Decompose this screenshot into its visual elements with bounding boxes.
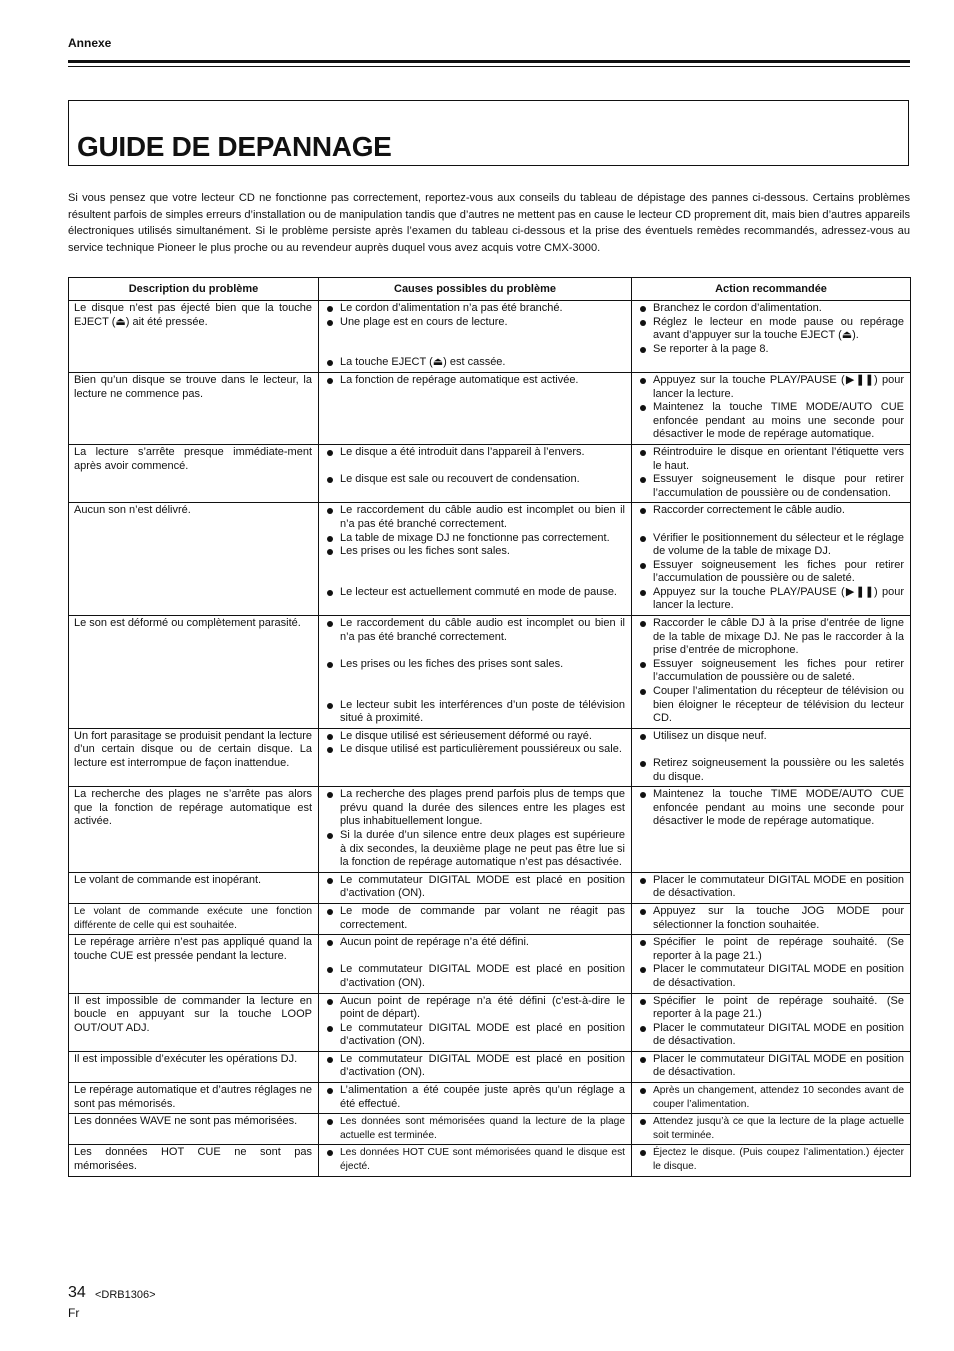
bullet-icon — [640, 306, 646, 312]
causes-cell — [319, 903, 632, 934]
bullet-icon — [327, 306, 333, 312]
cause-item: Si la durée d’un silence entre deux plages est supérieure à dix secondes, la deuxième plage ne peut pas être lue si la fonction de repérage automatique n’est pas désactivée. — [324, 829, 625, 870]
cause-item: Le commutateur DIGITAL MODE est placé en position d’activation (ON). — [324, 963, 625, 990]
action-item: Essuyer soigneusement le disque pour retirer l’accumulation de poussière ou de condensation. — [637, 473, 904, 500]
table-row — [69, 1083, 911, 1114]
cause-item: La fonction de repérage automatique est activée. — [324, 374, 625, 388]
bullet-icon — [640, 320, 646, 326]
bullet-icon — [640, 347, 646, 353]
bullet-icon — [327, 549, 333, 555]
table-row — [69, 503, 911, 616]
bullet-icon — [327, 378, 333, 384]
problem-cell: Il est impossible de commander la lecture en boucle en appuyant sur la touche LOOP OUT/OUT ADJ. — [69, 993, 319, 1051]
bullet-icon — [640, 536, 646, 542]
bullet-icon — [640, 1057, 646, 1063]
action-item: Placer le commutateur DIGITAL MODE en position de désactivation. — [637, 1022, 904, 1049]
table-row — [69, 935, 911, 993]
cause-item: La recherche des plages prend parfois plus de temps que prévu quand la durée des silences entre les plages est plus inhabituellement longue. — [324, 788, 625, 829]
page-title: GUIDE DE DEPANNAGE — [77, 131, 392, 162]
bullet-icon — [327, 320, 333, 326]
action-item: Placer le commutateur DIGITAL MODE en position de désactivation. — [637, 1053, 904, 1080]
actions-cell — [632, 503, 911, 616]
cause-item: Le cordon d’alimentation n’a pas été branché. — [324, 302, 625, 316]
cause-item: Le mode de commande par volant ne réagit pas correctement. — [324, 905, 625, 932]
bullet-icon — [640, 999, 646, 1005]
bullet-icon — [327, 967, 333, 973]
header-rule-thin — [68, 66, 910, 67]
problem-cell: Le son est déformé ou complètement parasité. — [69, 616, 319, 729]
bullet-icon — [640, 878, 646, 884]
action-item: Spécifier le point de repérage souhaité. (Se reporter à la page 21.) — [637, 936, 904, 963]
actions-cell — [632, 903, 911, 934]
cause-item: Le disque a été introduit dans l’appareil à l’envers. — [324, 446, 625, 460]
problem-cell: Les données WAVE ne sont pas mémorisées. — [69, 1114, 319, 1145]
cause-item: Le lecteur subit les interférences d’un poste de télévision situé à proximité. — [324, 699, 625, 726]
action-item: Réintroduire le disque en orientant l’étiquette vers le haut. — [637, 446, 904, 473]
action-item: Placer le commutateur DIGITAL MODE en position de désactivation. — [637, 874, 904, 901]
document-code: <DRB1306> — [95, 1289, 156, 1301]
cause-item: Aucun point de repérage n’a été défini (c’est-à-dire le point de départ). — [324, 995, 625, 1022]
bullet-icon — [640, 477, 646, 483]
problem-cell: La lecture s’arrête presque immédiate-ment après avoir commencé. — [69, 444, 319, 502]
table-row — [69, 903, 911, 934]
action-item: Appuyez sur la touche PLAY/PAUSE (▶❚❚) pour lancer la lecture. — [637, 586, 904, 613]
bullet-icon — [327, 703, 333, 709]
cause-item: Le commutateur DIGITAL MODE est placé en position d’activation (ON). — [324, 874, 625, 901]
causes-cell — [319, 616, 632, 729]
bullet-icon — [327, 508, 333, 514]
causes-cell — [319, 787, 632, 873]
problem-cell: Les données HOT CUE ne sont pas mémorisées. — [69, 1145, 319, 1176]
causes-cell — [319, 301, 632, 373]
page-number: 34 — [68, 1284, 86, 1301]
action-item: Réglez le lecteur en mode pause ou repérage avant d’appuyer sur la touche EJECT (⏏). — [637, 316, 904, 343]
section-label: Annexe — [68, 36, 112, 50]
causes-cell — [319, 993, 632, 1051]
bullet-icon — [640, 792, 646, 798]
causes-cell — [319, 935, 632, 993]
action-item: Éjectez le disque. (Puis coupez l’alimentation.) éjecter le disque. — [637, 1146, 904, 1173]
actions-cell — [632, 1083, 911, 1114]
actions-cell — [632, 301, 911, 373]
column-header-problem: Description du problème — [69, 278, 319, 301]
table-row — [69, 372, 911, 444]
column-header-causes: Causes possibles du problème — [319, 278, 632, 301]
cause-item: Aucun point de repérage n’a été défini. — [324, 936, 625, 950]
action-item: Maintenez la touche TIME MODE/AUTO CUE enfoncée pendant au moins une seconde pour désactiver le mode de repérage automatique. — [637, 401, 904, 442]
table-row — [69, 1051, 911, 1082]
actions-cell — [632, 1051, 911, 1082]
actions-cell — [632, 935, 911, 993]
bullet-icon — [640, 508, 646, 514]
cause-item: La touche EJECT (⏏) est cassée. — [324, 356, 625, 370]
actions-cell — [632, 616, 911, 729]
language-code: Fr — [68, 1306, 80, 1320]
problem-cell: Le volant de commande exécute une fonction différente de celle qui est souhaitée. — [69, 903, 319, 934]
action-item: Vérifier le positionnement du sélecteur et le réglage de volume de la table de mixage DJ. — [637, 532, 904, 559]
bullet-icon — [640, 1150, 646, 1156]
bullet-icon — [640, 940, 646, 946]
bullet-icon — [327, 940, 333, 946]
problem-cell: Bien qu’un disque se trouve dans le lecteur, la lecture ne commence pas. — [69, 372, 319, 444]
cause-item: Le raccordement du câble audio est incomplet ou bien il n’a pas été branché correctement. — [324, 504, 625, 531]
causes-cell — [319, 728, 632, 786]
action-item: Retirez soigneusement la poussière ou les saletés du disque. — [637, 757, 904, 784]
cause-item: Les prises ou les fiches sont sales. — [324, 545, 625, 559]
bullet-icon — [327, 360, 333, 366]
cause-item: Les prises ou les fiches des prises sont sales. — [324, 658, 625, 672]
problem-cell: Il est impossible d’exécuter les opérations DJ. — [69, 1051, 319, 1082]
bullet-icon — [327, 450, 333, 456]
bullet-icon — [327, 536, 333, 542]
bullet-icon — [327, 747, 333, 753]
cause-item: Le disque utilisé est particulièrement poussiéreux ou sale. — [324, 743, 625, 757]
actions-cell — [632, 444, 911, 502]
problem-cell: Le volant de commande est inopérant. — [69, 872, 319, 903]
bullet-icon — [640, 909, 646, 915]
bullet-icon — [327, 1119, 333, 1125]
causes-cell — [319, 503, 632, 616]
problem-cell: La recherche des plages ne s’arrête pas alors que la fonction de repérage automatique est activée. — [69, 787, 319, 873]
table-row — [69, 616, 911, 729]
bullet-icon — [327, 1150, 333, 1156]
bullet-icon — [640, 761, 646, 767]
bullet-icon — [640, 689, 646, 695]
action-item: Placer le commutateur DIGITAL MODE en position de désactivation. — [637, 963, 904, 990]
bullet-icon — [327, 1088, 333, 1094]
bullet-icon — [327, 662, 333, 668]
bullet-icon — [640, 734, 646, 740]
cause-item: La table de mixage DJ ne fonctionne pas correctement. — [324, 532, 625, 546]
cause-item: Le disque est sale ou recouvert de condensation. — [324, 473, 625, 487]
problem-cell: Le repérage automatique et d’autres réglages ne sont pas mémorisés. — [69, 1083, 319, 1114]
table-row — [69, 301, 911, 373]
causes-cell — [319, 1145, 632, 1176]
action-item: Branchez le cordon d’alimentation. — [637, 302, 904, 316]
problem-cell: Aucun son n’est délivré. — [69, 503, 319, 616]
actions-cell — [632, 728, 911, 786]
bullet-icon — [327, 909, 333, 915]
bullet-icon — [327, 734, 333, 740]
problem-cell: Le disque n’est pas éjecté bien que la touche EJECT (⏏) ait été pressée. — [69, 301, 319, 373]
cause-item: Le disque utilisé est sérieusement déformé ou rayé. — [324, 730, 625, 744]
action-item: Essuyer soigneusement les fiches pour retirer l’accumulation de poussière ou de saleté. — [637, 559, 904, 586]
cause-item: Le commutateur DIGITAL MODE est placé en position d’activation (ON). — [324, 1053, 625, 1080]
bullet-icon — [640, 967, 646, 973]
problem-cell: Un fort parasitage se produisit pendant la lecture d’un certain disque ou de certain disque. La lecture est interrompue de façon inattendue. — [69, 728, 319, 786]
bullet-icon — [327, 833, 333, 839]
cause-item: Une plage est en cours de lecture. — [324, 316, 625, 330]
action-item: Raccorder le câble DJ à la prise d’entrée de ligne de la table de mixage DJ. Ne pas le raccorder à la prise d’entrée de microphone. — [637, 617, 904, 658]
column-header-actions: Action recommandée — [632, 278, 911, 301]
table-row — [69, 787, 911, 873]
causes-cell — [319, 1051, 632, 1082]
header-rule — [68, 60, 910, 63]
action-item: Spécifier le point de repérage souhaité. (Se reporter à la page 21.) — [637, 995, 904, 1022]
bullet-icon — [640, 405, 646, 411]
causes-cell — [319, 872, 632, 903]
bullet-icon — [640, 1088, 646, 1094]
cause-item: Les données sont mémorisées quand la lecture de la plage actuelle est terminée. — [324, 1115, 625, 1142]
causes-cell — [319, 444, 632, 502]
actions-cell — [632, 872, 911, 903]
causes-cell — [319, 372, 632, 444]
table-header-row — [69, 278, 911, 301]
causes-cell — [319, 1083, 632, 1114]
action-item: Appuyez sur la touche PLAY/PAUSE (▶❚❚) pour lancer la lecture. — [637, 374, 904, 401]
table-row — [69, 1114, 911, 1145]
bullet-icon — [327, 590, 333, 596]
bullet-icon — [640, 563, 646, 569]
actions-cell — [632, 372, 911, 444]
cause-item: Le lecteur est actuellement commuté en mode de pause. — [324, 586, 625, 600]
action-item: Appuyez sur la touche JOG MODE pour sélectionner la fonction souhaitée. — [637, 905, 904, 932]
bullet-icon — [327, 477, 333, 483]
bullet-icon — [640, 662, 646, 668]
causes-cell — [319, 1114, 632, 1145]
bullet-icon — [327, 1057, 333, 1063]
bullet-icon — [327, 792, 333, 798]
action-item: Couper l’alimentation du récepteur de télévision ou bien éloigner le récepteur de télévision du lecteur CD. — [637, 685, 904, 726]
cause-item: Les données HOT CUE sont mémorisées quand le disque est éjecté. — [324, 1146, 625, 1173]
bullet-icon — [327, 1026, 333, 1032]
actions-cell — [632, 993, 911, 1051]
action-item: Raccorder correctement le câble audio. — [637, 504, 904, 518]
action-item: Attendez jusqu’à ce que la lecture de la plage actuelle soit terminée. — [637, 1115, 904, 1142]
actions-cell — [632, 1114, 911, 1145]
action-item: Se reporter à la page 8. — [637, 343, 904, 357]
bullet-icon — [327, 621, 333, 627]
problem-cell: Le repérage arrière n’est pas appliqué quand la touche CUE est pressée pendant la lecture. — [69, 935, 319, 993]
troubleshooting-table — [68, 277, 911, 1177]
bullet-icon — [327, 999, 333, 1005]
cause-item: L’alimentation a été coupée juste après qu’un réglage a été effectué. — [324, 1084, 625, 1111]
cause-item: Le commutateur DIGITAL MODE est placé en position d’activation (ON). — [324, 1022, 625, 1049]
bullet-icon — [640, 621, 646, 627]
bullet-icon — [640, 450, 646, 456]
action-item: Après un changement, attendez 10 secondes avant de couper l’alimentation. — [637, 1084, 904, 1111]
bullet-icon — [327, 878, 333, 884]
cause-item: Le raccordement du câble audio est incomplet ou bien il n’a pas été branché correctement. — [324, 617, 625, 644]
bullet-icon — [640, 378, 646, 384]
table-row — [69, 1145, 911, 1176]
bullet-icon — [640, 1026, 646, 1032]
bullet-icon — [640, 590, 646, 596]
table-row — [69, 728, 911, 786]
intro-paragraph: Si vous pensez que votre lecteur CD ne fonctionne pas correctement, reportez-vous aux conseils du tableau de dépistage des pannes ci-dessous. Certains problèmes résultent parfois de simples erreurs d’installation ou de manipulation tandis que d’autres ne mettent pas en cause le lecteur CD proprement dit, mais bien d’autres appareils électroniques utilisés simultanément. Si le problème persiste après l’examen du tableau ci-dessous et la prise des éventuels remèdes recommandés, adressez-vous au service technique Pioneer le plus proche ou au revendeur auprès duquel vous avez acquis votre CMX-3000. — [68, 192, 910, 254]
action-item: Maintenez la touche TIME MODE/AUTO CUE enfoncée pendant au moins une seconde pour désactiver le mode de repérage automatique. — [637, 788, 904, 829]
table-row — [69, 872, 911, 903]
action-item: Essuyer soigneusement les fiches pour retirer l’accumulation de poussière ou de saleté. — [637, 658, 904, 685]
title-box — [68, 100, 909, 166]
table-row — [69, 444, 911, 502]
bullet-icon — [640, 1119, 646, 1125]
table-row — [69, 993, 911, 1051]
actions-cell — [632, 787, 911, 873]
action-item: Utilisez un disque neuf. — [637, 730, 904, 744]
actions-cell — [632, 1145, 911, 1176]
